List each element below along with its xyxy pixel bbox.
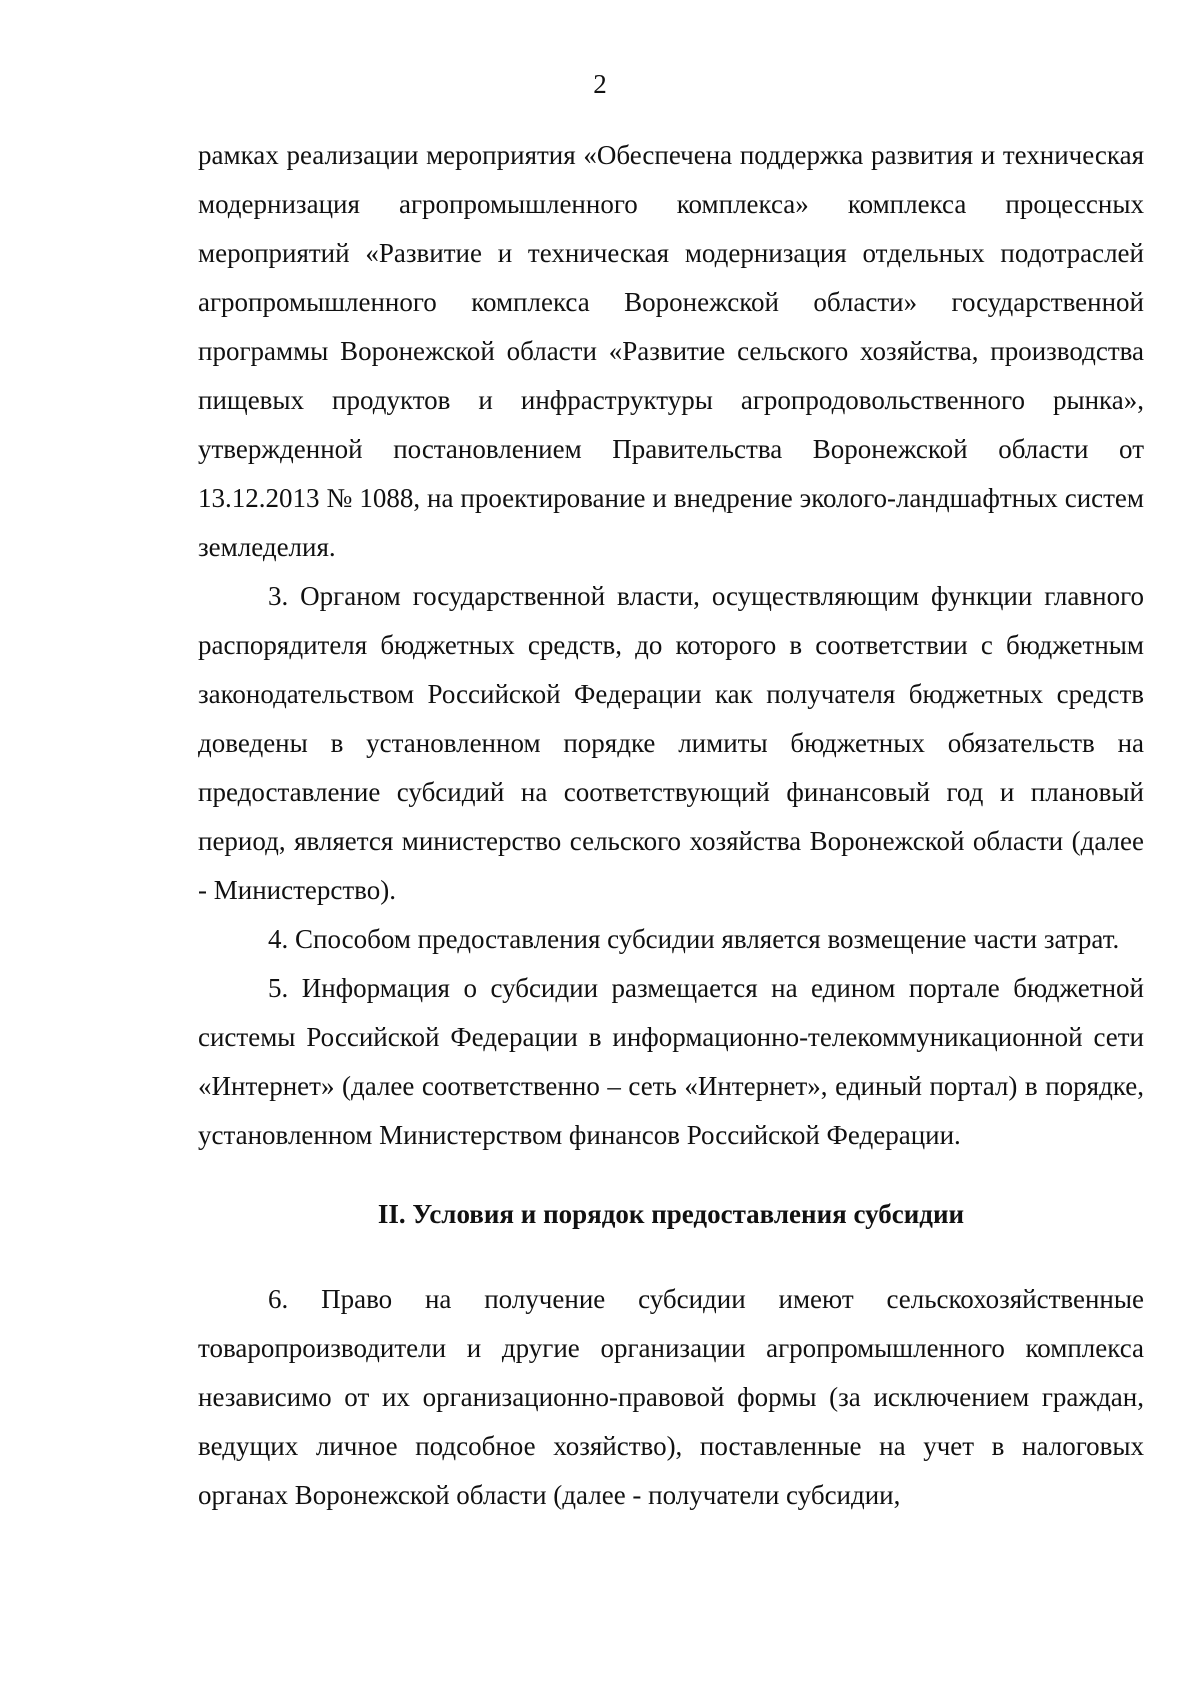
section-heading: II. Условия и порядок предоставления субсидии — [377, 1199, 965, 1229]
paragraph-continuation: рамках реализации мероприятия «Обеспечена поддержка развития и техническая модернизация агропромышленного комплекса» комплекса процессных мероприятий «Развитие и техническая модернизация отдельных подотраслей агропромышленного комплекса Воронежской области» государственной программы Воронежской области «Развитие сельского хозяйства, производства пищевых продуктов и инфраструктуры агропродовольственного рынка», утвержденной постановлением Правительства Воронежской области от 13.12.2013 № 1088, на проектирование и внедрение эколого-ландшафтных систем земледелия. — [198, 140, 1144, 562]
paragraph-3: 3. Органом государственной власти, осуществляющим функции главного распорядителя бюджетных средств, до которого в соответствии с бюджетным законодательством Российской Федерации как получателя бюджетных средств доведены в установленном порядке лимиты бюджетных обязательств на предоставление субсидий на соответствующий финансовый год и плановый период, является министерство сельского хозяйства Воронежской области (далее - Министерство). — [198, 581, 1144, 905]
paragraph-6: 6. Право на получение субсидии имеют сельскохозяйственные товаропроизводители и другие организации агропромышленного комплекса независимо от их организационно-правовой формы (за исключением граждан, ведущих личное подсобное хозяйство), поставленные на учет в налоговых органах Воронежской области (далее - получатели субсидии, — [198, 1284, 1144, 1510]
paragraph-5: 5. Информация о субсидии размещается на едином портале бюджетной системы Российской Федерации в информационно-телекоммуникационной сети «Интернет» (далее соответственно – сеть «Интернет», единый портал) в порядке, установленном Министерством финансов Российской Федерации. — [198, 973, 1144, 1150]
document-body — [198, 131, 1144, 1520]
paragraph-4: 4. Способом предоставления субсидии является возмещение части затрат. — [268, 924, 1120, 954]
page-number: 2 — [593, 69, 607, 99]
